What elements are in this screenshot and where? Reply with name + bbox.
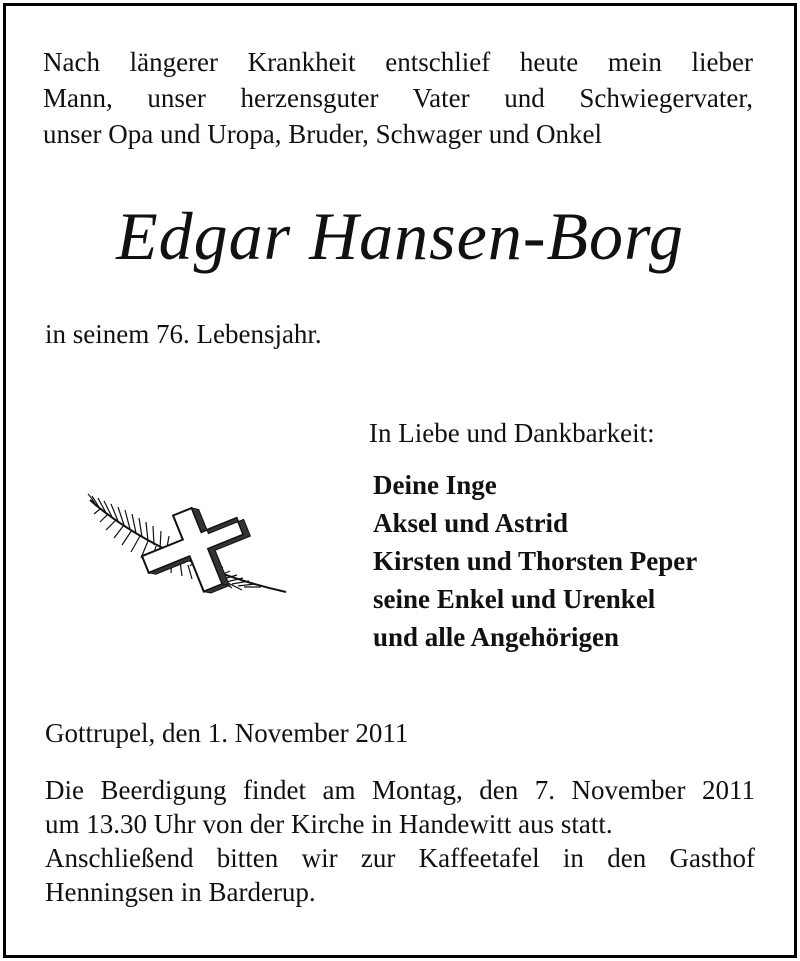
funeral-line-3: Anschließend bitten wir zur Kaffeetafel in den Gasthof: [45, 843, 755, 873]
deceased-name: Edgar Hansen-Borg: [116, 198, 684, 274]
cross-with-palm-frond-icon: [86, 492, 296, 602]
funeral-line-4: Henningsen in Barderup.: [45, 877, 316, 907]
mourner-item: seine Enkel und Urenkel: [373, 584, 656, 614]
funeral-line-2: um 13.30 Uhr von der Kirche in Handewitt aus statt.: [45, 809, 613, 839]
mourner-item: Kirsten und Thorsten Peper: [373, 546, 698, 576]
funeral-notice: [45, 773, 755, 909]
mourners-list: [373, 466, 697, 656]
thanks-line: In Liebe und Dankbarkeit:: [369, 418, 655, 448]
intro-paragraph: [43, 44, 753, 152]
intro-line-3: unser Opa und Uropa, Bruder, Schwager und Onkel: [43, 119, 603, 149]
place-and-date: Gottrupel, den 1. November 2011: [45, 718, 409, 748]
age-line: in seinem 76. Lebensjahr.: [45, 319, 322, 349]
intro-line-2: Mann, unser herzensguter Vater und Schwiegervater,: [43, 83, 753, 113]
intro-line-1: Nach längerer Krankheit entschlief heute mein lieber: [43, 47, 753, 77]
mourner-item: und alle Angehörigen: [373, 622, 620, 652]
funeral-line-1: Die Beerdigung findet am Montag, den 7. November 2011: [45, 775, 755, 805]
mourner-item: Aksel und Astrid: [373, 508, 569, 538]
mourner-item: Deine Inge: [373, 470, 497, 500]
